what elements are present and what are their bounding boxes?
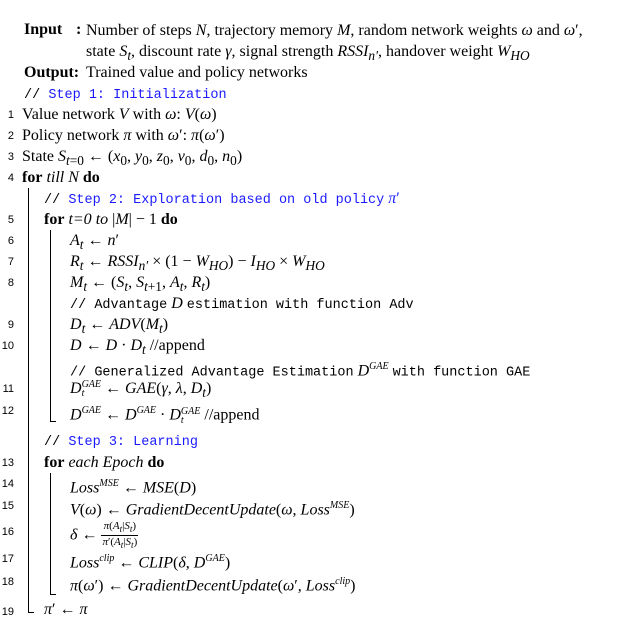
- line-number-8: 8: [7, 277, 14, 289]
- line-number-19: 19: [1, 606, 14, 618]
- epoch-loop-bracket: [50, 473, 51, 594]
- line-number-11: 11: [2, 383, 14, 395]
- line-number-14: 14: [1, 478, 14, 490]
- output-description: Trained value and policy networks: [86, 64, 308, 81]
- line-number-18: 18: [1, 576, 14, 588]
- line-number-1: 1: [7, 109, 14, 121]
- epoch-loop-bracket-end: [50, 594, 56, 595]
- line-10: D ← $D \cdot D_t$ //append: [70, 337, 205, 358]
- inner-loop-bracket-end: [50, 421, 56, 422]
- line-number-15: 15: [1, 500, 14, 512]
- line-16: δ ← $\frac{\pi(A_t|S_t)}{\pi'(A_t|S_t)}$: [70, 520, 138, 551]
- line-9: $D_t$ ← $ADV(M_t)$: [70, 316, 169, 337]
- line-number-16: 16: [1, 526, 14, 538]
- line-3: State $S_{t=0}$ ← ($x_0$, $y_0$, $z_0$, $v_0$, $d_0$, $n_0$): [22, 148, 243, 169]
- line-5: for t=0 to |M| − 1 do: [44, 211, 178, 228]
- line-18: π(ω′) ← GradientDecentUpdate(ω′, Loss$^{clip}$): [70, 576, 356, 595]
- line-number-9: 9: [7, 319, 14, 331]
- line-11: DGAE t ← GAE(γ, λ, $D_t$): [70, 379, 212, 401]
- line-7: $R_t$ ← $RSSI_{n'} \times (1 - W_{HO}) - I_{HO} \times W_{HO}$: [70, 253, 325, 274]
- gae-comment: // Generalized Advantage Estimation $D^{GAE}$ with function GAE: [70, 361, 531, 381]
- output-label: Output:: [24, 64, 80, 81]
- line-6: $A_t$ ← n′: [70, 232, 119, 253]
- step1-comment: // Step 1: Initialization: [24, 88, 227, 103]
- line-number-17: 17: [1, 553, 14, 565]
- line-number-4: 4: [7, 172, 14, 184]
- line-number-7: 7: [7, 256, 14, 268]
- step2-comment: // Step 2: Exploration based on old policy π′: [44, 190, 400, 208]
- line-number-13: 13: [1, 457, 14, 469]
- line-number-6: 6: [7, 235, 14, 247]
- line-number-5: 5: [7, 214, 14, 226]
- outer-loop-bracket: [28, 188, 29, 612]
- line-number-12: 12: [1, 405, 14, 417]
- outer-loop-bracket-end: [28, 612, 34, 613]
- line-number-3: 3: [7, 151, 14, 163]
- line-15: V(ω) ← GradientDecentUpdate(ω, Loss$^{MSE}$): [70, 500, 355, 519]
- advantage-comment: // Advantage D estimation with function Adv: [70, 295, 414, 313]
- line-19: π′ ← π: [44, 601, 88, 618]
- line-13: for each Epoch do: [44, 454, 165, 471]
- line-number-2: 2: [7, 130, 14, 142]
- line-17: Loss$^{clip}$ ← CLIP(δ, $D^{GAE}$): [70, 553, 231, 572]
- line-4: for till N do: [22, 169, 100, 186]
- line-14: Loss$^{MSE}$ ← MSE(D): [70, 478, 197, 497]
- step3-comment: // Step 3: Learning: [44, 435, 198, 450]
- input-label: Input: [24, 21, 63, 38]
- inner-loop-bracket: [50, 230, 51, 421]
- line-12: $D^{GAE}$ ← $D^{GAE}$ · DGAE t //append: [70, 405, 260, 426]
- input-colon: :: [76, 21, 82, 38]
- line-number-10: 10: [1, 340, 14, 352]
- line-8: $M_t$ ← ($S_t$, $S_{t+1}$, $A_t$, $R_t$): [70, 274, 211, 295]
- line-2: Policy network π with ω′: π(ω′): [22, 127, 225, 144]
- line-1: Value network V with ω: V(ω): [22, 106, 217, 123]
- input-description: Number of steps N, trajectory memory M, random network weights ω and ω′, state $S_t$, discount rate γ, signal strength $RSSI_{n'}$, handover weight $W_{HO}$: [86, 22, 583, 64]
